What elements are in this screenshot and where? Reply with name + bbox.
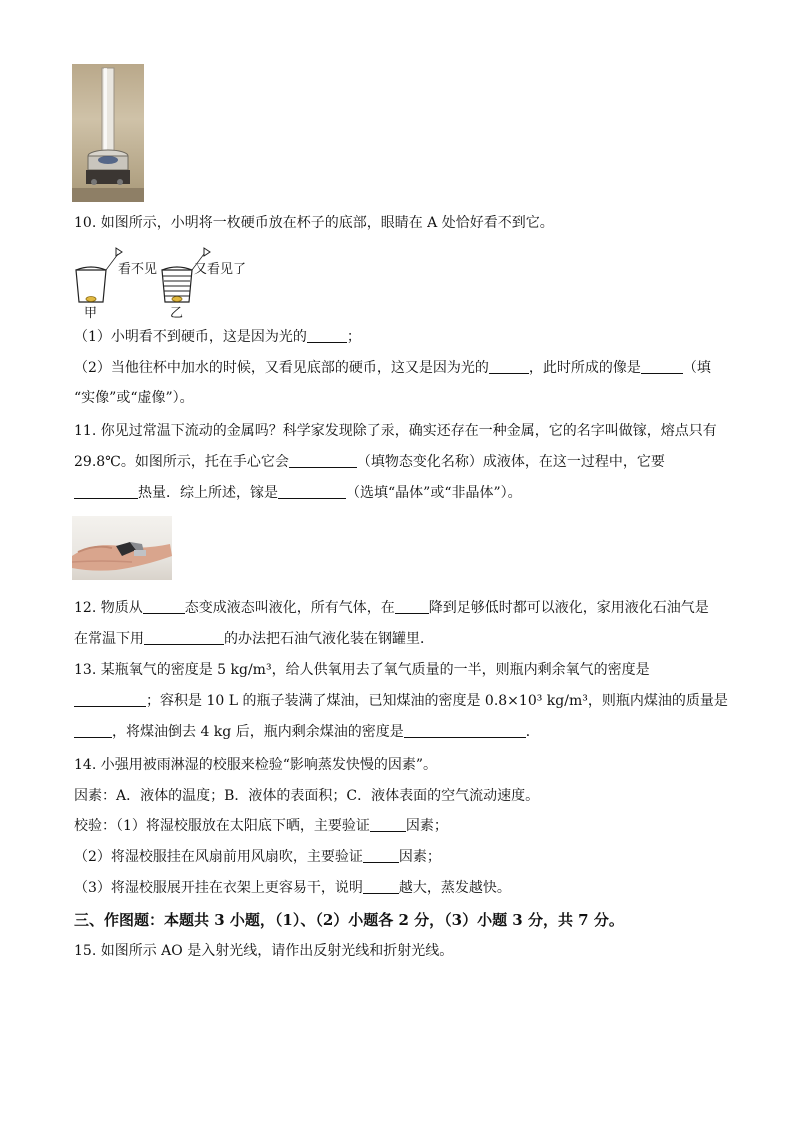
blank-q10-1[interactable] — [307, 328, 347, 343]
blank-q12-1[interactable] — [143, 599, 185, 614]
blank-q10-2[interactable] — [489, 359, 529, 374]
blank-q13-2[interactable] — [74, 723, 112, 738]
q10-part2: （2）当他往杯中加水的时候，又看见底部的硬币，这又是因为光的 ，此时所成的像是 （填 — [74, 360, 711, 376]
blank-q12-3[interactable] — [144, 630, 224, 645]
q13-line2: ；容积是 10 L 的瓶子装满了煤油，已知煤油的密度是 0.8×10³ kg/m³，则瓶内煤油的质量是 — [74, 691, 728, 711]
blank-q14-1[interactable] — [370, 817, 406, 832]
q11-line3: 热量．综上所述，镓是 （选填“晶体”或“非晶体”）。 — [74, 483, 522, 503]
q10-part2-cont: “实像”或“虚像”）。 — [74, 390, 194, 406]
q14-line4: （2）将湿校服挂在风扇前用风扇吹，主要验证 因素； — [74, 849, 441, 865]
q11-line2: 29.8℃。如图所示，托在手心它会 （填物态变化名称）成液体，在这一过程中，它要 — [74, 454, 665, 470]
blank-q14-2[interactable] — [363, 848, 399, 863]
blank-q11-1[interactable] — [289, 453, 357, 468]
label-see-again: 又看见了 — [194, 262, 247, 277]
q13-line3: ，将煤油倒去 4 kg 后，瓶内剩余煤油的密度是 ． — [74, 722, 540, 742]
q11-line1: 11. 你见过常温下流动的金属吗？科学家发现除了汞，确实还存在一种金属，它的名字叫做镓，熔点只有 — [74, 423, 717, 439]
label-cant-see: 看不见 — [118, 262, 158, 277]
gallium-hand-photo — [72, 516, 172, 580]
blank-q10-3[interactable] — [641, 359, 683, 374]
blank-q12-2[interactable] — [395, 599, 429, 614]
q12-line1: 12. 物质从 态变成液态叫液化，所有气体，在 降到足够低时都可以液化，家用液化石油气是 — [74, 600, 709, 616]
q12-line2: 在常温下用 的办法把石油气液化装在钢罐里． — [74, 631, 434, 647]
q13-line1: 13. 某瓶氧气的密度是 5 kg/m³，给人供氧用去了氧气质量的一半，则瓶内剩余氧气的密度是 — [74, 662, 650, 678]
q14-line5: （3）将湿校服展开挂在衣架上更容易干，说明 越大，蒸发越快。 — [74, 880, 511, 896]
q10-stem: 10. 如图所示，小明将一枚硬币放在杯子的底部，眼睛在 A 处恰好看不到它。 — [74, 215, 554, 231]
q15-stem: 15. 如图所示 AO 是入射光线，请作出反射光线和折射光线。 — [74, 943, 454, 959]
section-3-heading: 三、作图题：本题共 3 小题，（1）、（2）小题各 2 分，（3）小题 3 分，共 7 分。 — [74, 911, 624, 929]
blank-q11-3[interactable] — [278, 484, 346, 499]
apparatus-photo — [72, 64, 144, 202]
label-yi: 乙 — [170, 306, 184, 321]
q14-line3: 校验：（1）将湿校服放在太阳底下晒，主要验证 因素； — [74, 818, 448, 834]
blank-q13-3[interactable] — [404, 723, 526, 738]
q14-line2: 因素：A．液体的温度；B．液体的表面积；C．液体表面的空气流动速度。 — [74, 788, 540, 804]
q10-part1: （1）小明看不到硬币，这是因为光的 ； — [74, 329, 361, 345]
q14-line1: 14. 小强用被雨淋湿的校服来检验“影响蒸发快慢的因素”。 — [74, 757, 438, 773]
blank-q11-2[interactable] — [74, 484, 138, 499]
label-jia: 甲 — [84, 306, 98, 321]
blank-q14-3[interactable] — [363, 879, 399, 894]
blank-q13-1[interactable] — [74, 692, 146, 707]
